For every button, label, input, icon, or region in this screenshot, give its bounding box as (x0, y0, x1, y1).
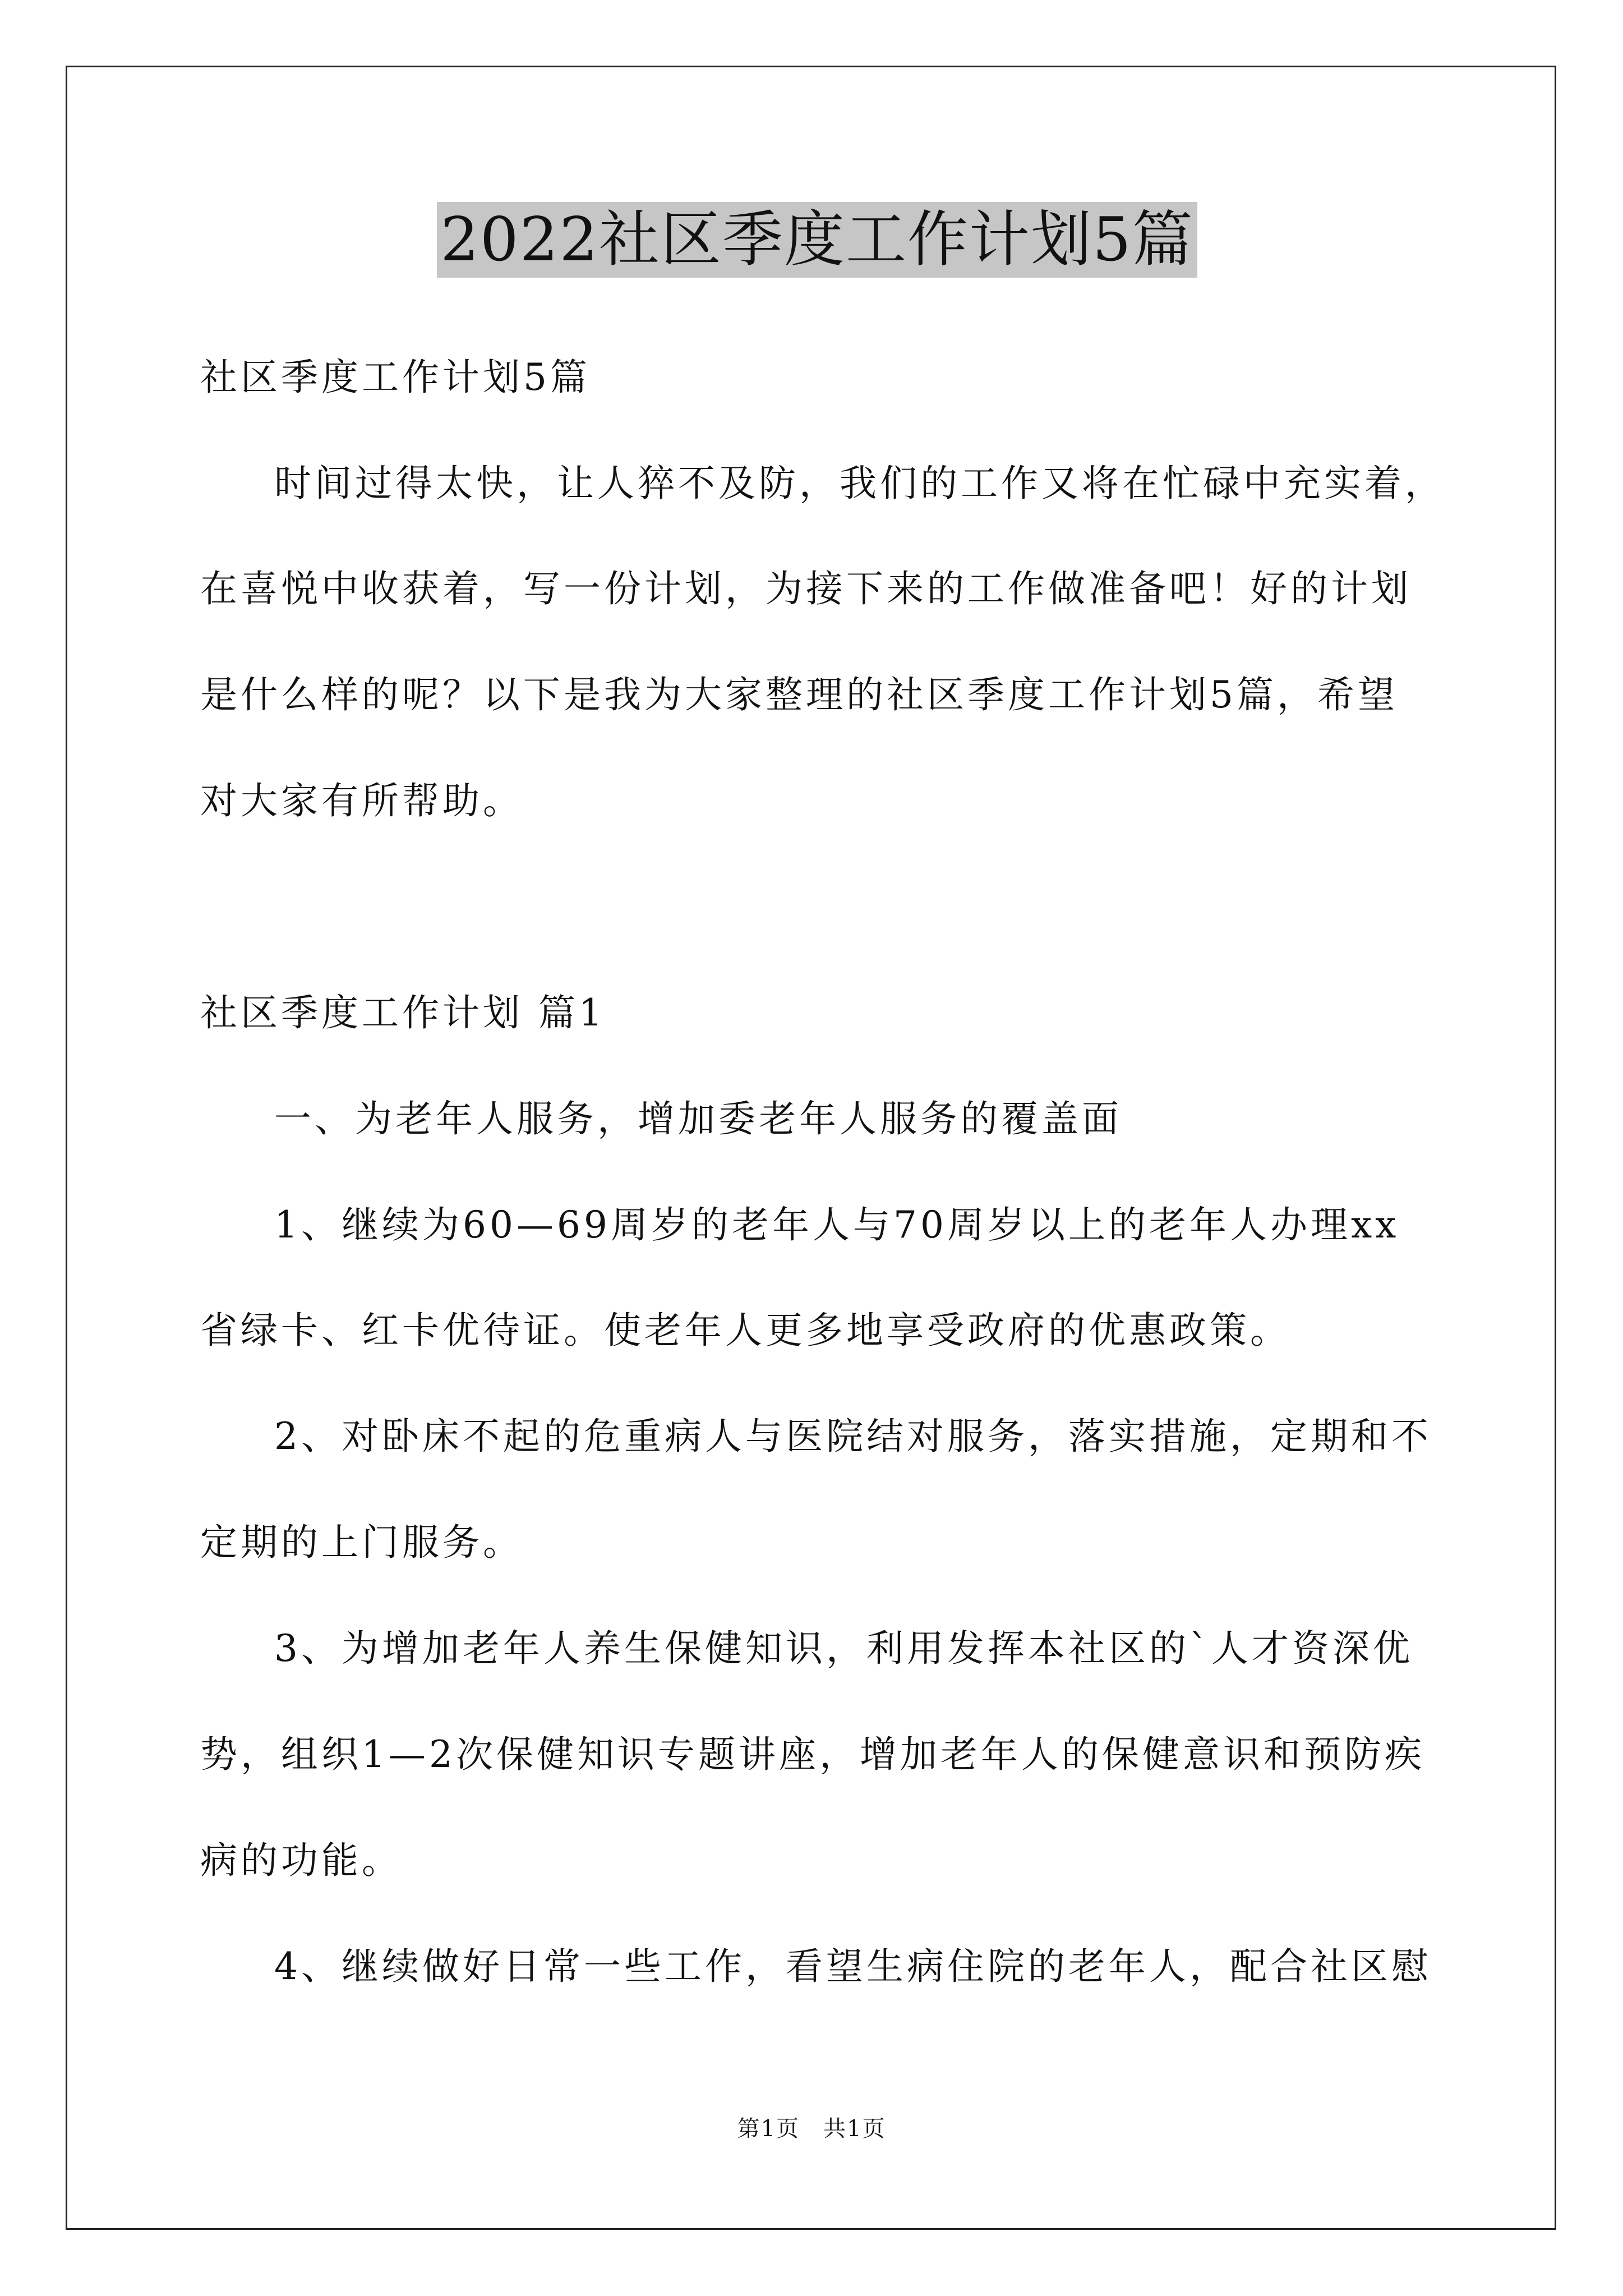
item-2-line: 定期的上门服务。 (200, 1521, 523, 1564)
part-heading: 一、为老年人服务，增加委老年人服务的覆盖面 (274, 1097, 1122, 1140)
intro-line: 对大家有所帮助。 (200, 779, 523, 822)
item-4-line: 4、继续做好日常一些工作，看望生病住院的老年人，配合社区慰 (274, 1945, 1432, 1988)
item-1-line: 省绿卡、红卡优待证。使老年人更多地享受政府的优惠政策。 (200, 1309, 1290, 1352)
document-title: 2022社区季度工作计划5篇 (437, 202, 1197, 278)
item-3-line: 3、为增加老年人养生保健知识，利用发挥本社区的`人才资深优 (274, 1627, 1413, 1670)
intro-line: 时间过得太快，让人猝不及防，我们的工作又将在忙碌中充实着， (274, 462, 1445, 505)
item-3-line: 势，组织1—2次保健知识专题讲座，增加老年人的保健意识和预防疾 (200, 1733, 1425, 1776)
title-wrap (200, 202, 1434, 278)
item-1-line: 1、继续为60—69周岁的老年人与70周岁以上的老年人办理xx (274, 1203, 1400, 1246)
section-heading: 社区季度工作计划 篇1 (200, 991, 606, 1034)
page-footer: 第1页 共1页 (737, 2116, 886, 2142)
intro-line: 在喜悦中收获着，写一份计划，为接下来的工作做准备吧！好的计划 (200, 567, 1412, 610)
item-3-line: 病的功能。 (200, 1839, 402, 1882)
document-subtitle: 社区季度工作计划5篇 (200, 356, 591, 399)
item-2-line: 2、对卧床不起的危重病人与医院结对服务，落实措施，定期和不 (274, 1415, 1432, 1458)
intro-line: 是什么样的呢？以下是我为大家整理的社区季度工作计划5篇，希望 (200, 673, 1398, 716)
